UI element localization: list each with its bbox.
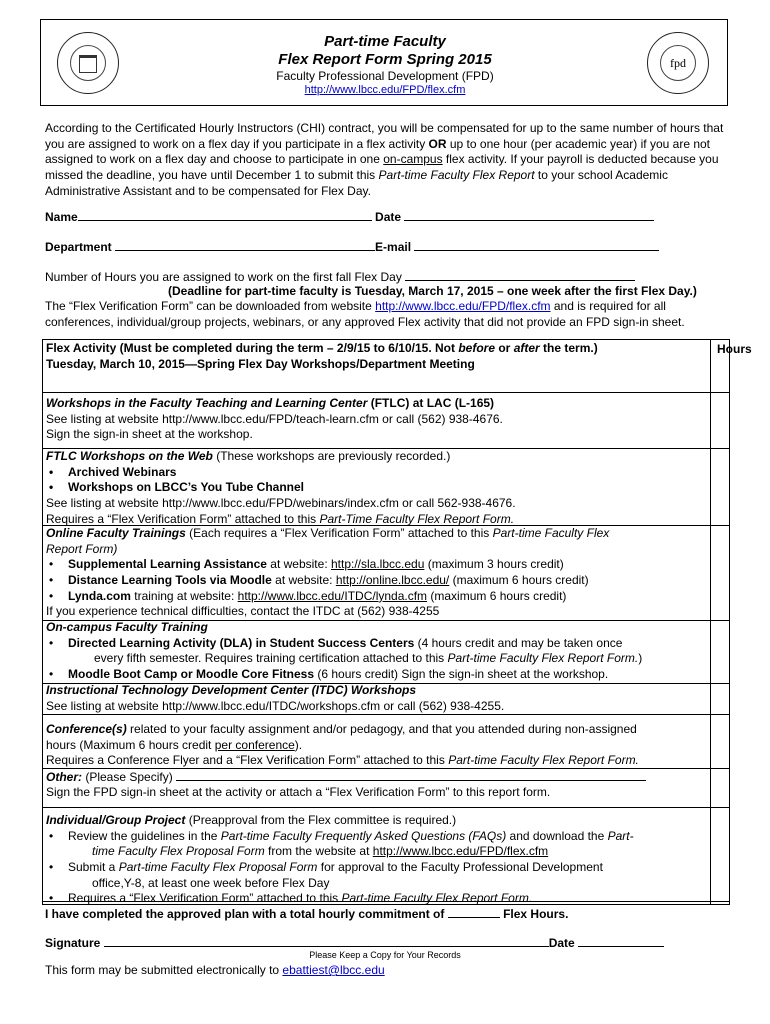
hours-column-header: Hours — [717, 342, 752, 356]
header-link[interactable]: http://www.lbcc.edu/FPD/flex.cfm — [304, 84, 466, 96]
on-campus-training-section: On-campus Faculty Training • Directed Learning Activity (DLA) in Student Success Centers (4 hours credit and may be taken once every fifth semester. Requires training certification attached to this Part-time Faculty Flex Report Form.) • Moodle Boot Camp or Moodle Core Fitness (6 hours credit) Sign the sign-in sheet at the workshop. — [46, 620, 706, 683]
signature-field[interactable] — [104, 935, 549, 947]
verification-note-1: The “Flex Verification Form” can be downloaded from website http://www.lbcc.edu/FPD/flex.cfm and is required for all — [45, 299, 666, 313]
department-field[interactable] — [115, 239, 375, 251]
submit-note: This form may be submitted electronically to ebattiest@lbcc.edu — [45, 963, 385, 977]
email-field[interactable] — [414, 239, 659, 251]
total-hours-field[interactable] — [448, 906, 500, 918]
flex-activity-table — [42, 339, 752, 906]
project-section: Individual/Group Project (Preapproval from the Flex committee is required.) • Review the guidelines in the Part-time Faculty Frequently Asked Questions (FAQs) and download the Part- time Faculty Flex Proposal Form from the website at http://www.lbcc.edu/FPD/flex.cfm • Submit a Part-time Faculty Flex Proposal Form for approval to the Faculty Professional Development office,Y-8, at least one week before Flex Day • Requires a “Flex Verification Form” attached to this Part-time Faculty Flex Report Form. — [46, 813, 706, 907]
signature-date-field[interactable] — [578, 935, 664, 947]
other-specify-field[interactable] — [176, 769, 646, 781]
ftlc-workshops-section: Workshops in the Faculty Teaching and Learning Center (FTLC) at LAC (L-165) See listing at website http://www.lbcc.edu/FPD/teach-learn.cfm or call (562) 938-4676. Sign the sign-in sheet at the workshop. — [46, 396, 503, 442]
conference-section: Conference(s) related to your faculty assignment and/or pedagogy, and that you attended during non-assigned hours (Maximum 6 hours credit per conference). Requires a Conference Flyer and a “Flex Verification Form” attached to this Part-time Faculty Flex Report Form. — [46, 722, 639, 768]
assigned-hours-field[interactable] — [405, 269, 635, 281]
commitment-row: I have completed the approved plan with a total hourly commitment of Flex Hours. — [45, 907, 569, 921]
verification-link[interactable]: http://www.lbcc.edu/FPD/flex.cfm — [375, 299, 551, 313]
ftlc-web-section: FTLC Workshops on the Web (These workshops are previously recorded.) • Archived Webinars • Workshops on LBCC’s You Tube Channel See listing at website http://www.lbcc.edu/FPD/webinars/index.cfm or call 562-938-4676. Requires a “Flex Verification Form” attached to this Part-Time Faculty Flex Report Form. — [46, 449, 706, 527]
table-header: Flex Activity (Must be completed during the term – 2/9/15 to 6/10/15. Not before or after the term.) Tuesday, March 10, 2015—Spring Flex Day Workshops/Department Meeting — [46, 341, 598, 371]
itdc-workshops-section: Instructional Technology Development Center (ITDC) Workshops See listing at website http://www.lbcc.edu/ITDC/workshops.cfm or call (562) 938-4255. — [46, 683, 505, 713]
name-field[interactable] — [78, 209, 372, 221]
department-name: Faculty Professional Development (FPD) — [276, 69, 494, 83]
hours-question-row: Number of Hours you are assigned to work on the first fall Flex Day — [45, 269, 635, 284]
department-field-row: Department E-mail — [45, 239, 659, 254]
submit-email-link[interactable]: ebattiest@lbcc.edu — [282, 963, 385, 977]
title-line-1: Part-time Faculty — [324, 33, 446, 50]
intro-paragraph: According to the Certificated Hourly Instructors (CHI) contract, you will be compensated for up to the same number of hours that you are assigned to work on a flex day if you participate in a flex activity OR up to one hour (per academic year) if you are not assigned to work on a flex day and choose to participate in one on-campus flex activity. If your payroll is deducted because you missed the deadline, you have until December 1 to submit this Part-time Faculty Flex Report to your school Academic Administrative Assistant and to be compensated for Flex Day. — [45, 121, 724, 198]
deadline-note: (Deadline for part-time faculty is Tuesday, March 17, 2015 – one week after the first Flex Day.) — [168, 284, 697, 298]
title-line-2: Flex Report Form Spring 2015 — [278, 51, 492, 68]
date-field[interactable] — [404, 209, 654, 221]
verification-note-2: conferences, individual/group projects, webinars, or any approved Flex activity that did not provide an FPD sign-in sheet. — [45, 315, 685, 329]
keep-copy-note: Please Keep a Copy for Your Records — [309, 950, 461, 960]
name-field-row: Name Date — [45, 209, 654, 224]
signature-row: Signature Date — [45, 935, 664, 950]
online-trainings-section: Online Faculty Trainings (Each requires a “Flex Verification Form” attached to this Part-time Faculty Flex Report Form) • Supplemental Learning Assistance at website: http://sla.lbcc.edu (maximum 3 hours credit) • Distance Learning Tools via Moodle at website: http://online.lbcc.edu/ (maximum 6 hours credit) • Lynda.com training at website: http://www.lbcc.edu/ITDC/lynda.cfm (maximum 6 hours credit) If you experience technical difficulties, contact the ITDC at (562) 938-4255 — [46, 526, 706, 620]
fpd-seal: fpd — [647, 32, 709, 94]
other-section: Other: (Please Specify) Sign the FPD sign-in sheet at the activity or attach a “Flex Verification Form” to this report form. — [46, 769, 706, 800]
